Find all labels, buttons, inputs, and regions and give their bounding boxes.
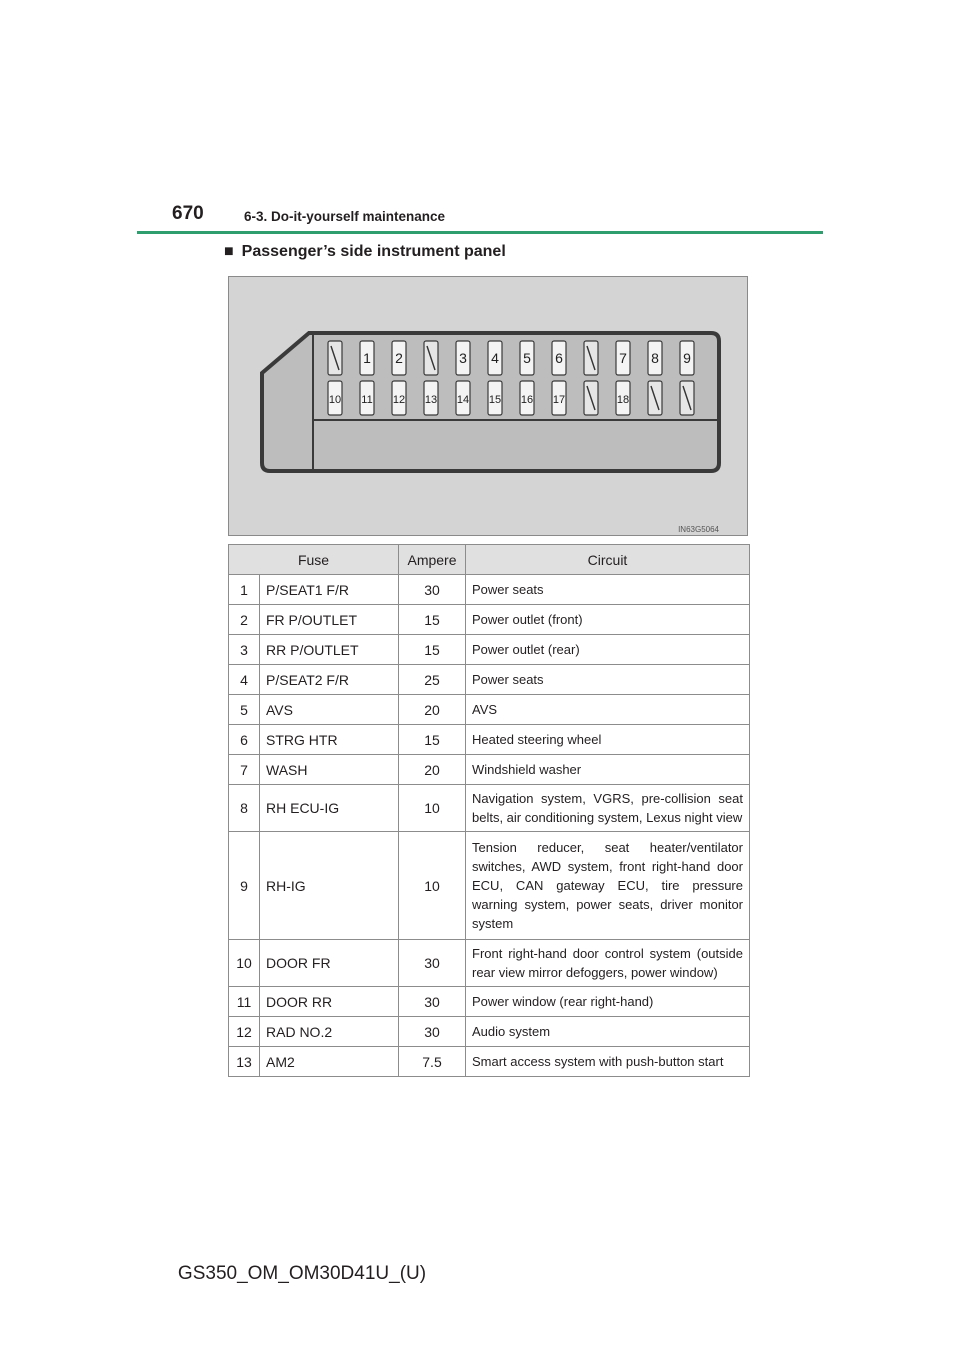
fuse-number-label: 9 <box>683 350 691 366</box>
fuse-number-label: 4 <box>491 350 499 366</box>
table-row <box>229 832 750 940</box>
cell-num: 8 <box>229 785 260 832</box>
square-bullet-icon: ■ <box>224 243 234 260</box>
cell-num: 11 <box>229 987 260 1017</box>
cell-ampere: 7.5 <box>399 1047 466 1077</box>
cell-ampere: 10 <box>399 832 466 940</box>
table-row <box>229 1047 750 1077</box>
cell-ampere: 30 <box>399 940 466 987</box>
cell-ampere: 25 <box>399 665 466 695</box>
cell-circuit: Front right-hand door control system (outside rear view mirror defoggers, power window) <box>466 940 750 987</box>
subheading <box>224 243 506 261</box>
fuse-number-label: 14 <box>456 394 470 406</box>
cell-num: 9 <box>229 832 260 940</box>
cell-name: AVS <box>260 695 399 725</box>
cell-name: DOOR FR <box>260 940 399 987</box>
table-row <box>229 785 750 832</box>
fuse-box-diagram <box>228 276 748 536</box>
fuse-number-label: 3 <box>459 350 467 366</box>
cell-circuit: Tension reducer, seat heater/ventilator switches, AWD system, front right-hand door ECU, CAN gateway ECU, tire pressure warning system, power seats, driver monitor system <box>466 832 750 940</box>
section-title: 6-3. Do-it-yourself maintenance <box>244 209 446 224</box>
table-row <box>229 695 750 725</box>
cell-num: 1 <box>229 575 260 605</box>
fuse-number-label: 16 <box>520 394 534 406</box>
cell-ampere: 15 <box>399 635 466 665</box>
cell-num: 12 <box>229 1017 260 1047</box>
cell-name: STRG HTR <box>260 725 399 755</box>
figure-code: IN63G5064 <box>678 525 719 534</box>
fuse-number-label: 11 <box>361 394 373 406</box>
cell-circuit: Power seats <box>466 575 750 605</box>
table-row <box>229 755 750 785</box>
table-row <box>229 665 750 695</box>
cell-ampere: 30 <box>399 1017 466 1047</box>
cell-circuit: Heated steering wheel <box>466 725 750 755</box>
header-circuit: Circuit <box>466 545 750 575</box>
fuse-box-svg <box>229 277 749 537</box>
cell-circuit: Power seats <box>466 665 750 695</box>
fuse-number-label: 13 <box>424 394 438 406</box>
cell-num: 13 <box>229 1047 260 1077</box>
cell-ampere: 15 <box>399 725 466 755</box>
fuse-number-label: 2 <box>395 350 403 366</box>
cell-num: 6 <box>229 725 260 755</box>
page-number: 670 <box>172 203 204 224</box>
cell-name: P/SEAT1 F/R <box>260 575 399 605</box>
cell-num: 10 <box>229 940 260 987</box>
fuse-number-label: 10 <box>328 394 342 406</box>
cell-circuit: Power outlet (front) <box>466 605 750 635</box>
cell-ampere: 10 <box>399 785 466 832</box>
cell-name: DOOR RR <box>260 987 399 1017</box>
table-row <box>229 1017 750 1047</box>
fuse-number-label: 6 <box>555 350 563 366</box>
cell-name: RAD NO.2 <box>260 1017 399 1047</box>
subheading-title: Passenger’s side instrument panel <box>241 243 506 260</box>
cell-circuit: Power outlet (rear) <box>466 635 750 665</box>
table-row <box>229 605 750 635</box>
table-header-row <box>229 545 750 575</box>
fuse-number-label: 17 <box>552 394 566 406</box>
table-row <box>229 575 750 605</box>
table-row <box>229 635 750 665</box>
document-code: GS350_OM_OM30D41U_(U) <box>177 1263 427 1284</box>
header-fuse: Fuse <box>229 545 399 575</box>
fuse-number-label: 5 <box>523 350 531 366</box>
cell-num: 3 <box>229 635 260 665</box>
cell-name: RH ECU-IG <box>260 785 399 832</box>
cell-name: P/SEAT2 F/R <box>260 665 399 695</box>
cell-ampere: 15 <box>399 605 466 635</box>
fuse-number-label: 12 <box>392 394 406 406</box>
fuse-number-label: 1 <box>363 350 371 366</box>
cell-ampere: 30 <box>399 575 466 605</box>
cell-ampere: 20 <box>399 695 466 725</box>
cell-name: FR P/OUTLET <box>260 605 399 635</box>
cell-ampere: 20 <box>399 755 466 785</box>
table-row <box>229 987 750 1017</box>
cell-circuit: Windshield washer <box>466 755 750 785</box>
cell-circuit: AVS <box>466 695 750 725</box>
cell-name: RR P/OUTLET <box>260 635 399 665</box>
cell-num: 7 <box>229 755 260 785</box>
cell-circuit: Navigation system, VGRS, pre-collision seat belts, air conditioning system, Lexus night view <box>466 785 750 832</box>
cell-name: AM2 <box>260 1047 399 1077</box>
cell-circuit: Power window (rear right-hand) <box>466 987 750 1017</box>
footer <box>0 1263 960 1285</box>
fuse-number-label: 8 <box>651 350 659 366</box>
cell-name: WASH <box>260 755 399 785</box>
cell-ampere: 30 <box>399 987 466 1017</box>
cell-num: 5 <box>229 695 260 725</box>
cell-name: RH-IG <box>260 832 399 940</box>
header-rule <box>137 231 823 234</box>
fuse-number-label: 18 <box>616 394 630 406</box>
fuse-number-label: 7 <box>619 350 627 366</box>
fuse-number-label: 15 <box>488 394 502 406</box>
header-ampere: Ampere <box>399 545 466 575</box>
table-row <box>229 725 750 755</box>
cell-circuit: Smart access system with push-button start <box>466 1047 750 1077</box>
cell-num: 2 <box>229 605 260 635</box>
cell-num: 4 <box>229 665 260 695</box>
cell-circuit: Audio system <box>466 1017 750 1047</box>
table-row <box>229 940 750 987</box>
fuse-table <box>228 544 750 1077</box>
